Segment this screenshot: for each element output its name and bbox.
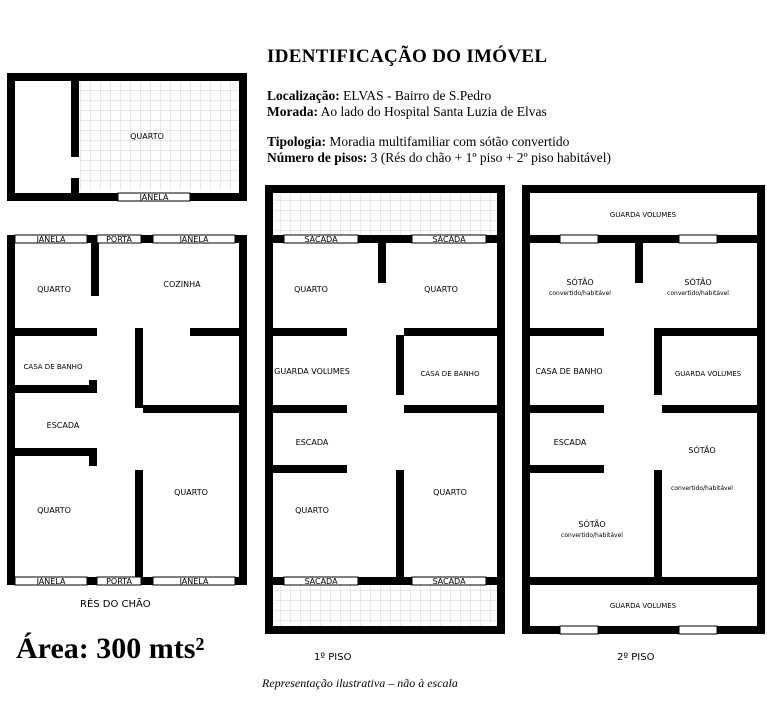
scale-disclaimer: Representação ilustrativa – não à escala bbox=[262, 676, 458, 690]
first-floor-caption: 1º PISO bbox=[314, 652, 352, 663]
first-bedroom-bottom-right-label: QUARTO bbox=[433, 488, 467, 497]
second-storage-mid-label: GUARDA VOLUMES bbox=[674, 370, 742, 378]
first-floor-balcony-bottom-tiles bbox=[274, 585, 498, 627]
ground-window-top-right: JANELA bbox=[179, 235, 209, 244]
location-value: ELVAS - Bairro de S.Pedro bbox=[343, 88, 492, 103]
first-bathroom-label: CASA DE BANHO bbox=[420, 370, 480, 378]
ground-window-bottom-left: JANELA bbox=[36, 577, 66, 586]
second-floor-caption: 2º PISO bbox=[617, 652, 655, 663]
second-storage-top-label: GUARDA VOLUMES bbox=[609, 211, 677, 219]
ground-floor-caption: RÉS DO CHÃO bbox=[80, 599, 151, 610]
ground-kitchen-label: COZINHA bbox=[163, 280, 201, 289]
first-floor-plan bbox=[265, 185, 505, 634]
total-area: Área: 300 mts² bbox=[16, 632, 205, 665]
second-attic-4-label: SÓTÃO bbox=[578, 520, 606, 529]
first-bedroom-top-right-label: QUARTO bbox=[424, 285, 458, 294]
second-storage-bottom-label: GUARDA VOLUMES bbox=[609, 602, 677, 610]
first-balcony-top-left: SACADA bbox=[304, 235, 338, 244]
first-balcony-bottom-left: SACADA bbox=[304, 577, 338, 586]
ground-window-bottom-right: JANELA bbox=[179, 577, 209, 586]
ground-door-top: PORTA bbox=[106, 235, 132, 244]
first-balcony-top-right: SACADA bbox=[432, 235, 466, 244]
address-row bbox=[267, 104, 763, 120]
annex-window-label: JANELA bbox=[139, 193, 169, 202]
annex-bedroom-label: QUARTO bbox=[130, 132, 164, 141]
address-label: Morada: bbox=[267, 104, 318, 119]
second-floor-plan bbox=[522, 185, 765, 634]
property-info bbox=[267, 46, 763, 166]
ground-bedroom-bottom-left-label: QUARTO bbox=[37, 506, 71, 515]
second-attic-3-label: SÓTÃO bbox=[688, 446, 716, 455]
second-attic-3-sub: convertido/habitável bbox=[671, 485, 733, 492]
first-bedroom-top-left-label: QUARTO bbox=[294, 285, 328, 294]
ground-floor-plan bbox=[7, 235, 247, 586]
floors-row bbox=[267, 150, 763, 166]
location-label: Localização: bbox=[267, 88, 340, 103]
ground-bedroom-bottom-right-label: QUARTO bbox=[174, 488, 208, 497]
first-storage-label: GUARDA VOLUMES bbox=[274, 367, 350, 376]
first-floor-balcony-top-tiles bbox=[274, 193, 498, 235]
second-attic-4-sub: convertido/habitável bbox=[561, 532, 623, 539]
address-value: Ao lado do Hospital Santa Luzia de Elvas bbox=[320, 104, 547, 119]
first-balcony-bottom-right: SACADA bbox=[432, 577, 466, 586]
second-attic-1-sub: convertido/habitável bbox=[549, 290, 611, 297]
second-attic-2-sub: convertido/habitável bbox=[667, 290, 729, 297]
ground-door-bottom: PORTA bbox=[106, 577, 132, 586]
typology-row bbox=[267, 134, 763, 150]
second-stairs-label: ESCADA bbox=[553, 438, 587, 447]
typology-label: Tipologia: bbox=[267, 134, 327, 149]
floors-count-label: Número de pisos: bbox=[267, 150, 368, 165]
second-attic-2-label: SÓTÃO bbox=[684, 278, 712, 287]
ground-bathroom-label: CASA DE BANHO bbox=[23, 363, 83, 371]
typology-value: Moradia multifamiliar com sótão convertido bbox=[329, 134, 570, 149]
location-row bbox=[267, 88, 763, 104]
floors-count-value: 3 (Rés do chão + 1º piso + 2º piso habitável) bbox=[370, 150, 611, 165]
ground-window-top-left: JANELA bbox=[36, 235, 66, 244]
first-stairs-label: ESCADA bbox=[295, 438, 329, 447]
second-bathroom-label: CASA DE BANHO bbox=[535, 367, 603, 376]
ground-bedroom-top-label: QUARTO bbox=[37, 285, 71, 294]
annex-plan bbox=[7, 73, 247, 202]
second-attic-1-label: SÓTÃO bbox=[566, 278, 594, 287]
page-title: IDENTIFICAÇÃO DO IMÓVEL bbox=[267, 46, 548, 67]
first-bedroom-bottom-left-label: QUARTO bbox=[295, 506, 329, 515]
ground-stairs-label: ESCADA bbox=[46, 421, 80, 430]
